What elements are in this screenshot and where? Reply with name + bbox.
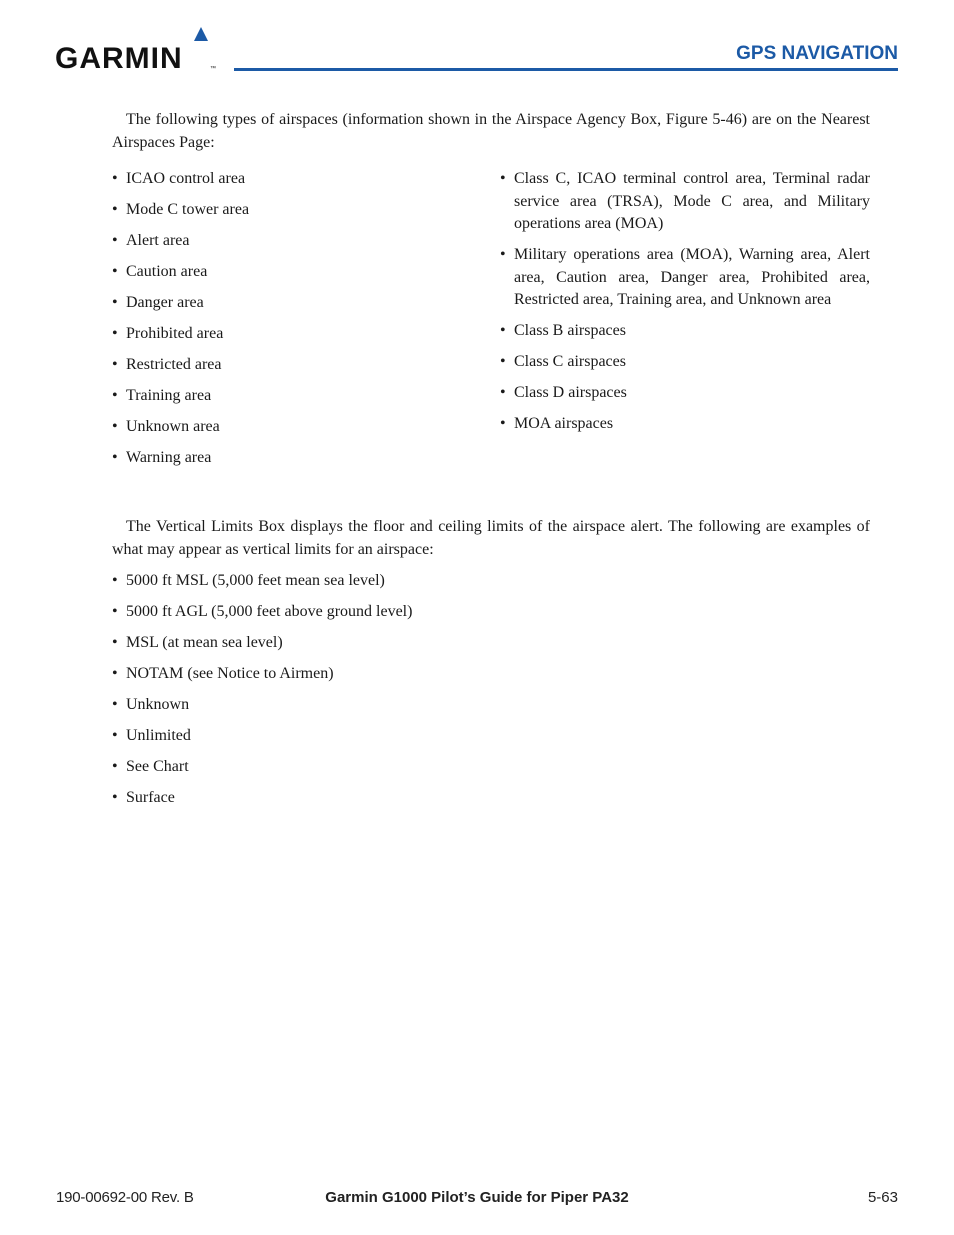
list-item: • 5000 ft MSL (5,000 feet mean sea level) [112, 570, 612, 593]
logo-wordmark: GARMIN [55, 42, 183, 75]
intro-paragraph-text: The following types of airspaces (information shown in the Airspace Agency Box, Figure 5-46) are on the Nearest Airspaces Page: [112, 111, 870, 151]
header-rule [234, 68, 898, 71]
list-item: • Class C airspaces [500, 351, 870, 374]
list-item: • Caution area [112, 261, 412, 284]
list-item: • Class C, ICAO terminal control area, Terminal radar service area (TRSA), Mode C area, and Military operations area (MOA) [500, 168, 870, 236]
vertical-limits-paragraph [112, 516, 870, 561]
list-item: • Training area [112, 385, 412, 408]
document-number: 190-00692-00 Rev. B [56, 1189, 194, 1206]
list-item: • ICAO control area [112, 168, 412, 191]
list-item: • Surface [112, 787, 612, 810]
page-number: 5-63 [867, 1189, 898, 1206]
list-item: • Military operations area (MOA), Warning area, Alert area, Caution area, Danger area, Prohibited area, Restricted area, Training area, and Unknown area [500, 244, 870, 312]
list-item: • MOA airspaces [500, 413, 870, 436]
list-item: • NOTAM (see Notice to Airmen) [112, 663, 612, 686]
list-item: • Prohibited area [112, 323, 412, 346]
list-item: • Unlimited [112, 725, 612, 748]
intro-paragraph [112, 109, 870, 154]
list-item: • 5000 ft AGL (5,000 feet above ground level) [112, 601, 612, 624]
list-item: • Mode C tower area [112, 199, 412, 222]
guide-title: Garmin G1000 Pilot’s Guide for Piper PA32 [325, 1189, 629, 1206]
list-item: • Restricted area [112, 354, 412, 377]
vertical-limits-list [112, 570, 612, 818]
trademark-symbol: ™ [210, 66, 216, 72]
airspace-types-list-left [112, 168, 412, 478]
list-item: • Danger area [112, 292, 412, 315]
list-item: • Class B airspaces [500, 320, 870, 343]
garmin-triangle-icon [193, 26, 209, 42]
list-item: • Class D airspaces [500, 382, 870, 405]
list-item: • MSL (at mean sea level) [112, 632, 612, 655]
list-item: • Alert area [112, 230, 412, 253]
list-item: • Unknown [112, 694, 612, 717]
list-item: • See Chart [112, 756, 612, 779]
airspace-types-list-right [500, 168, 870, 444]
page-footer [56, 1189, 898, 1213]
garmin-logo [55, 26, 220, 76]
list-item: • Warning area [112, 447, 412, 470]
vertical-limits-paragraph-text: The Vertical Limits Box displays the floor and ceiling limits of the airspace alert. The following are examples of what may appear as vertical limits for an airspace: [112, 518, 870, 558]
list-item: • Unknown area [112, 416, 412, 439]
section-title: GPS NAVIGATION [736, 43, 898, 64]
